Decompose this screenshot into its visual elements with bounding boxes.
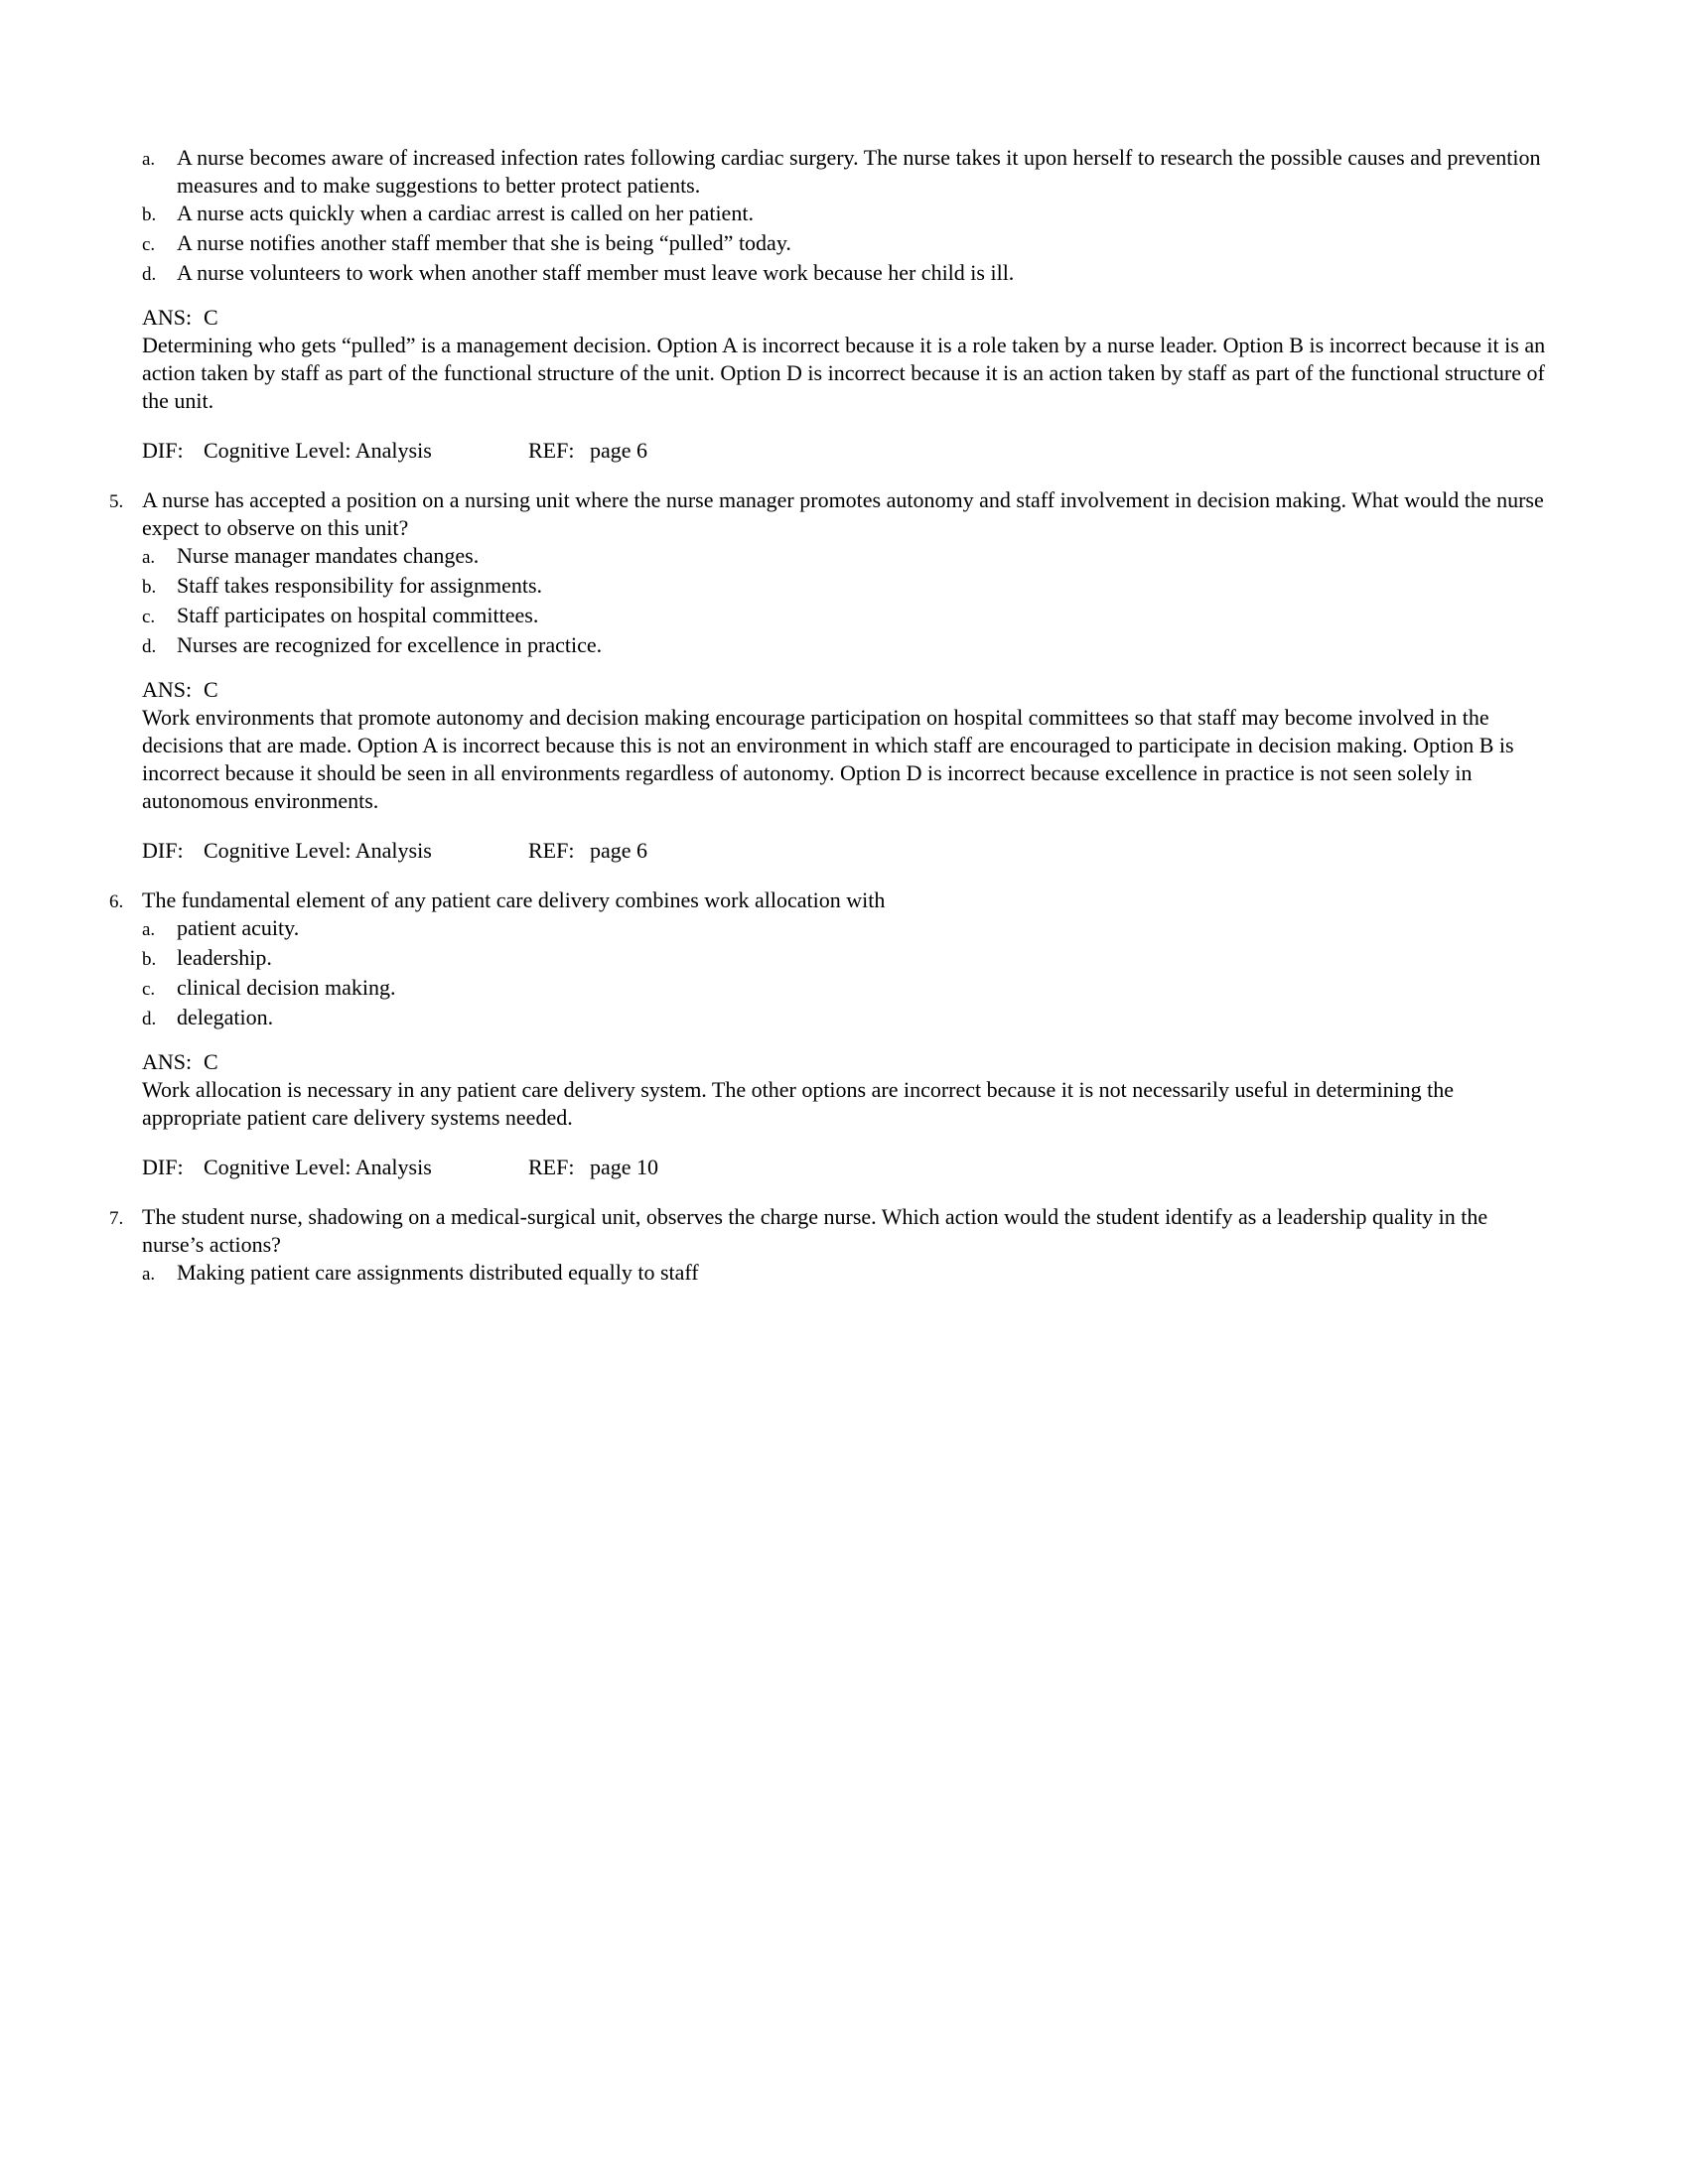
option-letter: b. (142, 205, 157, 225)
option-text: delegation. (177, 1005, 274, 1029)
answer-label: ANS: (142, 1049, 193, 1074)
question-body (142, 1203, 1549, 1289)
answer-label: ANS: (142, 305, 193, 330)
question-body (142, 144, 1549, 465)
dif-label: DIF: (142, 438, 184, 463)
question-body (142, 486, 1549, 865)
question-number: 7. (109, 1208, 124, 1229)
options-list (142, 1259, 1549, 1289)
option-letter: c. (142, 979, 156, 1000)
option-row (142, 542, 1549, 572)
dif-ref-row (142, 1154, 1549, 1181)
answer-row (142, 676, 1549, 704)
option-letter: d. (142, 636, 157, 657)
option-text: A nurse becomes aware of increased infection rates following cardiac surgery. The nurse takes it upon herself to research the possible causes and prevention measures and to make suggestions to better protect patients. (177, 145, 1541, 198)
option-text: A nurse notifies another staff member that she is being “pulled” today. (177, 230, 791, 255)
rationale-text: Work environments that promote autonomy and decision making encourage participation on hospital committees so that staff may become involved in the decisions that are made. Option A is incorrect because this is not an environment in which staff are encouraged to participate in decision making. Option B is incorrect because it should be seen in all environments regardless of autonomy. Option D is incorrect because excellence in practice is not seen solely in autonomous environments. (142, 705, 1514, 813)
option-text: A nurse volunteers to work when another staff member must leave work because her child is ill. (177, 260, 1015, 285)
question-stem: The fundamental element of any patient care delivery combines work allocation with (142, 887, 886, 912)
option-row (142, 1259, 1549, 1289)
option-row (142, 914, 1549, 944)
option-text: Nurses are recognized for excellence in practice. (177, 632, 603, 657)
option-letter: c. (142, 607, 156, 627)
dif-value: Cognitive Level: Analysis (204, 438, 432, 463)
question-block (109, 144, 1549, 465)
question-number: 6. (109, 891, 124, 912)
option-row (142, 1004, 1549, 1033)
option-row (142, 144, 1549, 200)
option-text: Making patient care assignments distributed equally to staff (177, 1260, 699, 1285)
option-letter: d. (142, 264, 157, 285)
dif-ref-row (142, 437, 1549, 465)
dif-label: DIF: (142, 1155, 184, 1179)
dif-label: DIF: (142, 838, 184, 863)
question-stem: The student nurse, shadowing on a medical-surgical unit, observes the charge nurse. Which action would the student identify as a leadership quality in the nurse’s actions? (142, 1204, 1488, 1257)
option-row (142, 944, 1549, 974)
answer-row (142, 304, 1549, 332)
option-text: Nurse manager mandates changes. (177, 543, 480, 568)
answer-value: C (204, 677, 218, 702)
answer-label: ANS: (142, 677, 193, 702)
answer-row (142, 1048, 1549, 1076)
option-text: patient acuity. (177, 915, 300, 940)
ref-label: REF: (528, 838, 575, 863)
options-list (142, 144, 1549, 289)
option-row (142, 200, 1549, 229)
ref-label: REF: (528, 438, 575, 463)
ref-value: page 6 (590, 438, 648, 463)
question-block (109, 1203, 1549, 1289)
option-text: Staff participates on hospital committees. (177, 603, 539, 627)
dif-value: Cognitive Level: Analysis (204, 838, 432, 863)
dif-value: Cognitive Level: Analysis (204, 1155, 432, 1179)
answer-value: C (204, 1049, 218, 1074)
question-block (109, 486, 1549, 865)
ref-value: page 6 (590, 838, 648, 863)
rationale-text: Work allocation is necessary in any patient care delivery system. The other options are incorrect because it is not necessarily useful in determining the appropriate patient care delivery systems needed. (142, 1077, 1455, 1130)
option-row (142, 259, 1549, 289)
option-text: clinical decision making. (177, 975, 396, 1000)
option-letter: a. (142, 149, 156, 170)
option-letter: b. (142, 949, 157, 970)
option-row (142, 572, 1549, 602)
rationale-text: Determining who gets “pulled” is a management decision. Option A is incorrect because it is a role taken by a nurse leader. Option B is incorrect because it is an action taken by staff as part of the functional structure of the unit. Option D is incorrect because it is an action taken by staff as part of the functional structure of the unit. (142, 333, 1546, 413)
question-block (109, 887, 1549, 1181)
question-number: 5. (109, 491, 124, 512)
option-letter: b. (142, 577, 157, 598)
ref-label: REF: (528, 1155, 575, 1179)
option-letter: a. (142, 547, 156, 568)
options-list (142, 542, 1549, 661)
option-text: Staff takes responsibility for assignments. (177, 573, 543, 598)
option-row (142, 974, 1549, 1004)
option-text: leadership. (177, 945, 272, 970)
question-body (142, 887, 1549, 1181)
option-letter: c. (142, 234, 156, 255)
answer-value: C (204, 305, 218, 330)
ref-value: page 10 (590, 1155, 659, 1179)
option-row (142, 631, 1549, 661)
question-stem: A nurse has accepted a position on a nursing unit where the nurse manager promotes autonomy and staff involvement in decision making. What would the nurse expect to observe on this unit? (142, 487, 1544, 540)
dif-ref-row (142, 837, 1549, 865)
option-text: A nurse acts quickly when a cardiac arrest is called on her patient. (177, 201, 754, 225)
option-row (142, 602, 1549, 631)
option-letter: d. (142, 1009, 157, 1029)
option-letter: a. (142, 919, 156, 940)
option-row (142, 229, 1549, 259)
options-list (142, 914, 1549, 1033)
option-letter: a. (142, 1264, 156, 1285)
